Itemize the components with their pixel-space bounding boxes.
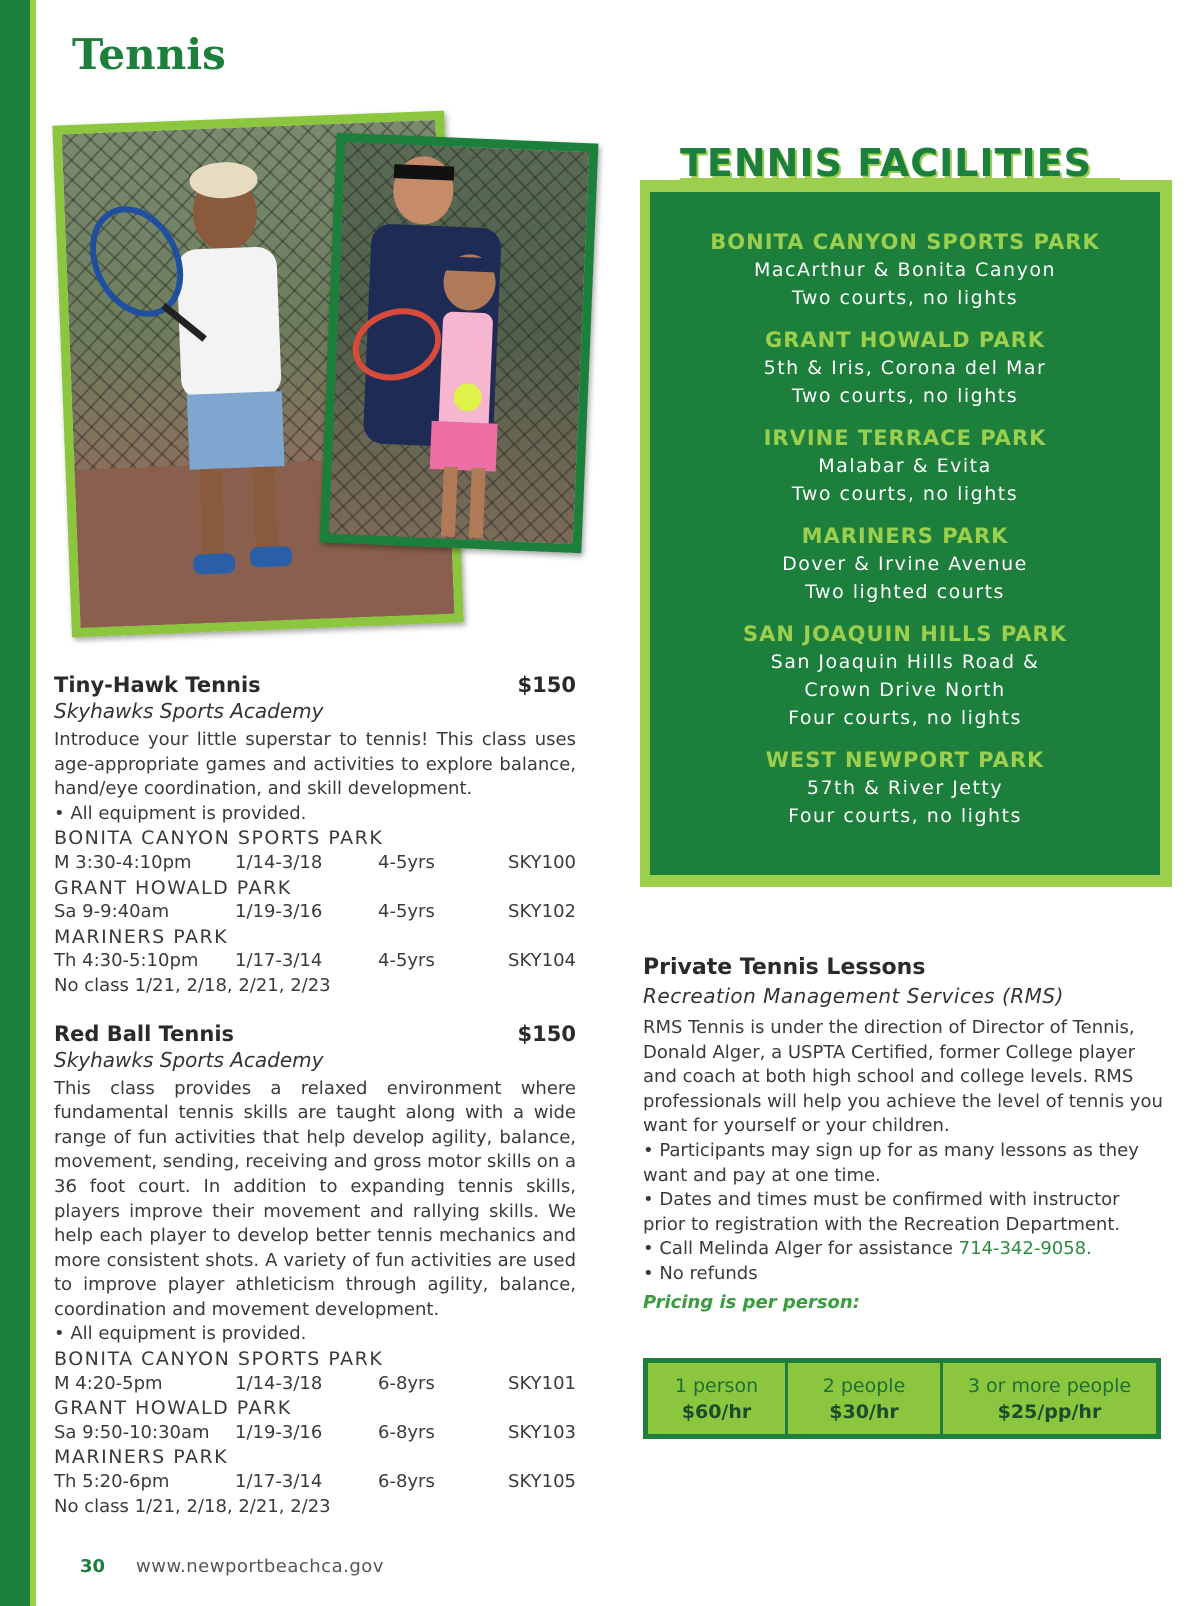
- private-lessons-title: Private Tennis Lessons: [643, 955, 926, 980]
- schedule-dates: 1/14-3/18: [235, 851, 323, 873]
- facility-courts: Two courts, no lights: [791, 287, 1019, 309]
- schedule-ages: 6-8yrs: [378, 1421, 435, 1443]
- facility-courts: Two courts, no lights: [791, 385, 1019, 407]
- schedule-row: [54, 900, 576, 925]
- schedule-dates: 1/19-3/16: [235, 1421, 323, 1443]
- facility-item: [650, 228, 1160, 312]
- facility-courts: Two courts, no lights: [791, 483, 1019, 505]
- pricing-table: [643, 1358, 1161, 1439]
- coach-girl-figure: [328, 142, 598, 553]
- schedule-code: SKY105: [508, 1471, 576, 1493]
- facility-name: SAN JOAQUIN HILLS PARK: [743, 622, 1067, 646]
- schedule-code: SKY102: [508, 901, 576, 923]
- facility-name: GRANT HOWALD PARK: [764, 328, 1046, 352]
- call-text: • Call Melinda Alger for assistance: [643, 1238, 959, 1260]
- facilities-heading: TENNIS FACILITIES: [680, 141, 1092, 185]
- class-provider: Skyhawks Sports Academy: [54, 699, 324, 723]
- location-name: BONITA CANYON SPORTS PARK: [54, 827, 384, 850]
- schedule-row: [54, 1421, 576, 1446]
- facility-courts: Four courts, no lights: [788, 707, 1022, 729]
- schedule-dates: 1/17-3/14: [235, 1471, 323, 1493]
- no-class-dates: No class 1/21, 2/18, 2/21, 2/23: [54, 974, 331, 996]
- private-lessons-call: [643, 1237, 1163, 1262]
- private-lessons-provider: Recreation Management Services (RMS): [643, 984, 1064, 1008]
- price-label: 3 or more people: [967, 1374, 1132, 1397]
- photo-coach-and-girl: [320, 133, 599, 554]
- schedule-code: SKY100: [508, 851, 576, 873]
- price-label: 2 people: [822, 1374, 906, 1397]
- class-title: Tiny-Hawk Tennis: [54, 673, 261, 697]
- class-header: [54, 672, 576, 698]
- schedule-code: SKY104: [508, 950, 576, 972]
- facility-address: 57th & River Jetty: [806, 777, 1004, 799]
- schedule-code: SKY101: [508, 1372, 576, 1394]
- schedule-row: [54, 1470, 576, 1495]
- schedule-dates: 1/14-3/18: [235, 1372, 323, 1394]
- left-stripe-light: [30, 0, 36, 1606]
- left-stripe-dark: [0, 0, 30, 1606]
- location-name: MARINERS PARK: [54, 925, 229, 948]
- schedule-dates: 1/19-3/16: [235, 901, 323, 923]
- page-number: 30: [80, 1556, 106, 1577]
- private-lessons-bullet: • Dates and times must be confirmed with instructor prior to registration with the Recreation Department.: [643, 1189, 1121, 1235]
- facility-item: [650, 522, 1160, 606]
- phone-number[interactable]: 714-342-9058.: [958, 1238, 1092, 1260]
- price-value: $30/hr: [829, 1400, 899, 1423]
- schedule-ages: 6-8yrs: [378, 1372, 435, 1394]
- class-provider: Skyhawks Sports Academy: [54, 1047, 324, 1072]
- schedule-code: SKY103: [508, 1421, 576, 1443]
- schedule-day-time: Sa 9:50-10:30am: [54, 1421, 210, 1443]
- class-bullet: • All equipment is provided.: [54, 802, 307, 824]
- no-class-dates: No class 1/21, 2/18, 2/21, 2/23: [54, 1495, 331, 1517]
- schedule-day-time: Th 4:30-5:10pm: [54, 950, 199, 972]
- private-lessons: [643, 954, 1163, 1317]
- facility-item: [650, 620, 1160, 732]
- schedule-row: [54, 949, 576, 974]
- footer-url[interactable]: www.newportbeachca.gov: [136, 1556, 384, 1577]
- facility-address: Malabar & Evita: [818, 455, 992, 477]
- facility-address-2: Crown Drive North: [804, 679, 1006, 701]
- price-cell: [648, 1363, 788, 1434]
- private-lessons-bullet: • Participants may sign up for as many lessons as they want and pay at one time.: [643, 1139, 1139, 1186]
- facility-name: WEST NEWPORT PARK: [765, 748, 1045, 772]
- schedule-ages: 4-5yrs: [378, 851, 435, 873]
- price-cell: [788, 1363, 943, 1434]
- price-cell: [943, 1363, 1156, 1434]
- location-name: MARINERS PARK: [54, 1446, 229, 1469]
- schedule-row: [54, 1372, 576, 1397]
- class-title: Red Ball Tennis: [54, 1021, 235, 1046]
- facility-item: [650, 424, 1160, 508]
- facility-courts: Four courts, no lights: [788, 805, 1022, 827]
- page-title: Tennis: [72, 30, 226, 79]
- class-price: $150: [517, 1021, 576, 1046]
- location-name: GRANT HOWALD PARK: [54, 876, 292, 899]
- class-header: [54, 1021, 576, 1047]
- schedule-day-time: Th 5:20-6pm: [54, 1471, 170, 1493]
- class-bullet: • All equipment is provided.: [54, 1323, 307, 1345]
- no-refunds: • No refunds: [643, 1262, 758, 1284]
- facility-address: 5th & Iris, Corona del Mar: [763, 357, 1047, 379]
- facility-name: MARINERS PARK: [801, 524, 1009, 548]
- price-label: 1 person: [674, 1374, 759, 1397]
- schedule-row: [54, 851, 576, 876]
- facility-address: San Joaquin Hills Road &: [770, 651, 1040, 673]
- schedule-ages: 4-5yrs: [378, 950, 435, 972]
- location-name: GRANT HOWALD PARK: [54, 1397, 292, 1420]
- class-description: Introduce your little superstar to tennis! This class uses age-appropriate games and activities to explore balance, hand/eye coordination, and skill development.: [54, 729, 576, 800]
- schedule-day-time: M 4:20-5pm: [54, 1372, 163, 1394]
- facility-item: [650, 326, 1160, 410]
- facility-name: IRVINE TERRACE PARK: [763, 426, 1047, 450]
- class-listings: [54, 672, 576, 1519]
- facility-address: MacArthur & Bonita Canyon: [753, 259, 1056, 281]
- facility-item: [650, 746, 1160, 830]
- location-name: BONITA CANYON SPORTS PARK: [54, 1348, 384, 1371]
- price-value: $25/pp/hr: [997, 1400, 1102, 1423]
- schedule-day-time: Sa 9-9:40am: [54, 901, 170, 923]
- facilities-list: [650, 228, 1160, 844]
- private-lessons-description: RMS Tennis is under the direction of Director of Tennis, Donald Alger, a USPTA Certified, former College player and coach at both high school and college levels. RMS professionals will help you achieve the level of tennis you want for yourself or your children.: [643, 1017, 1163, 1137]
- schedule-dates: 1/17-3/14: [235, 950, 323, 972]
- class-description: This class provides a relaxed environment where fundamental tennis skills are taught along with a wide range of fun activities that help develop agility, balance, movement, sending, receiving and gross motor skills on a 36 foot court. In addition to expanding tennis skills, players improve their movement and rallying skills. We help each player to develop better tennis mechanics and more consistent shots. A variety of fun activities are used to improve player athleticism through agility, balance, coordination and movement development.: [54, 1077, 576, 1320]
- schedule-ages: 4-5yrs: [378, 901, 435, 923]
- class-price: $150: [517, 673, 576, 697]
- facility-name: BONITA CANYON SPORTS PARK: [710, 230, 1100, 254]
- schedule-day-time: M 3:30-4:10pm: [54, 851, 192, 873]
- pricing-note: Pricing is per person:: [643, 1291, 860, 1313]
- facility-courts: Two lighted courts: [805, 581, 1005, 603]
- price-value: $60/hr: [681, 1400, 752, 1423]
- facility-address: Dover & Irvine Avenue: [782, 553, 1028, 575]
- schedule-ages: 6-8yrs: [378, 1471, 435, 1493]
